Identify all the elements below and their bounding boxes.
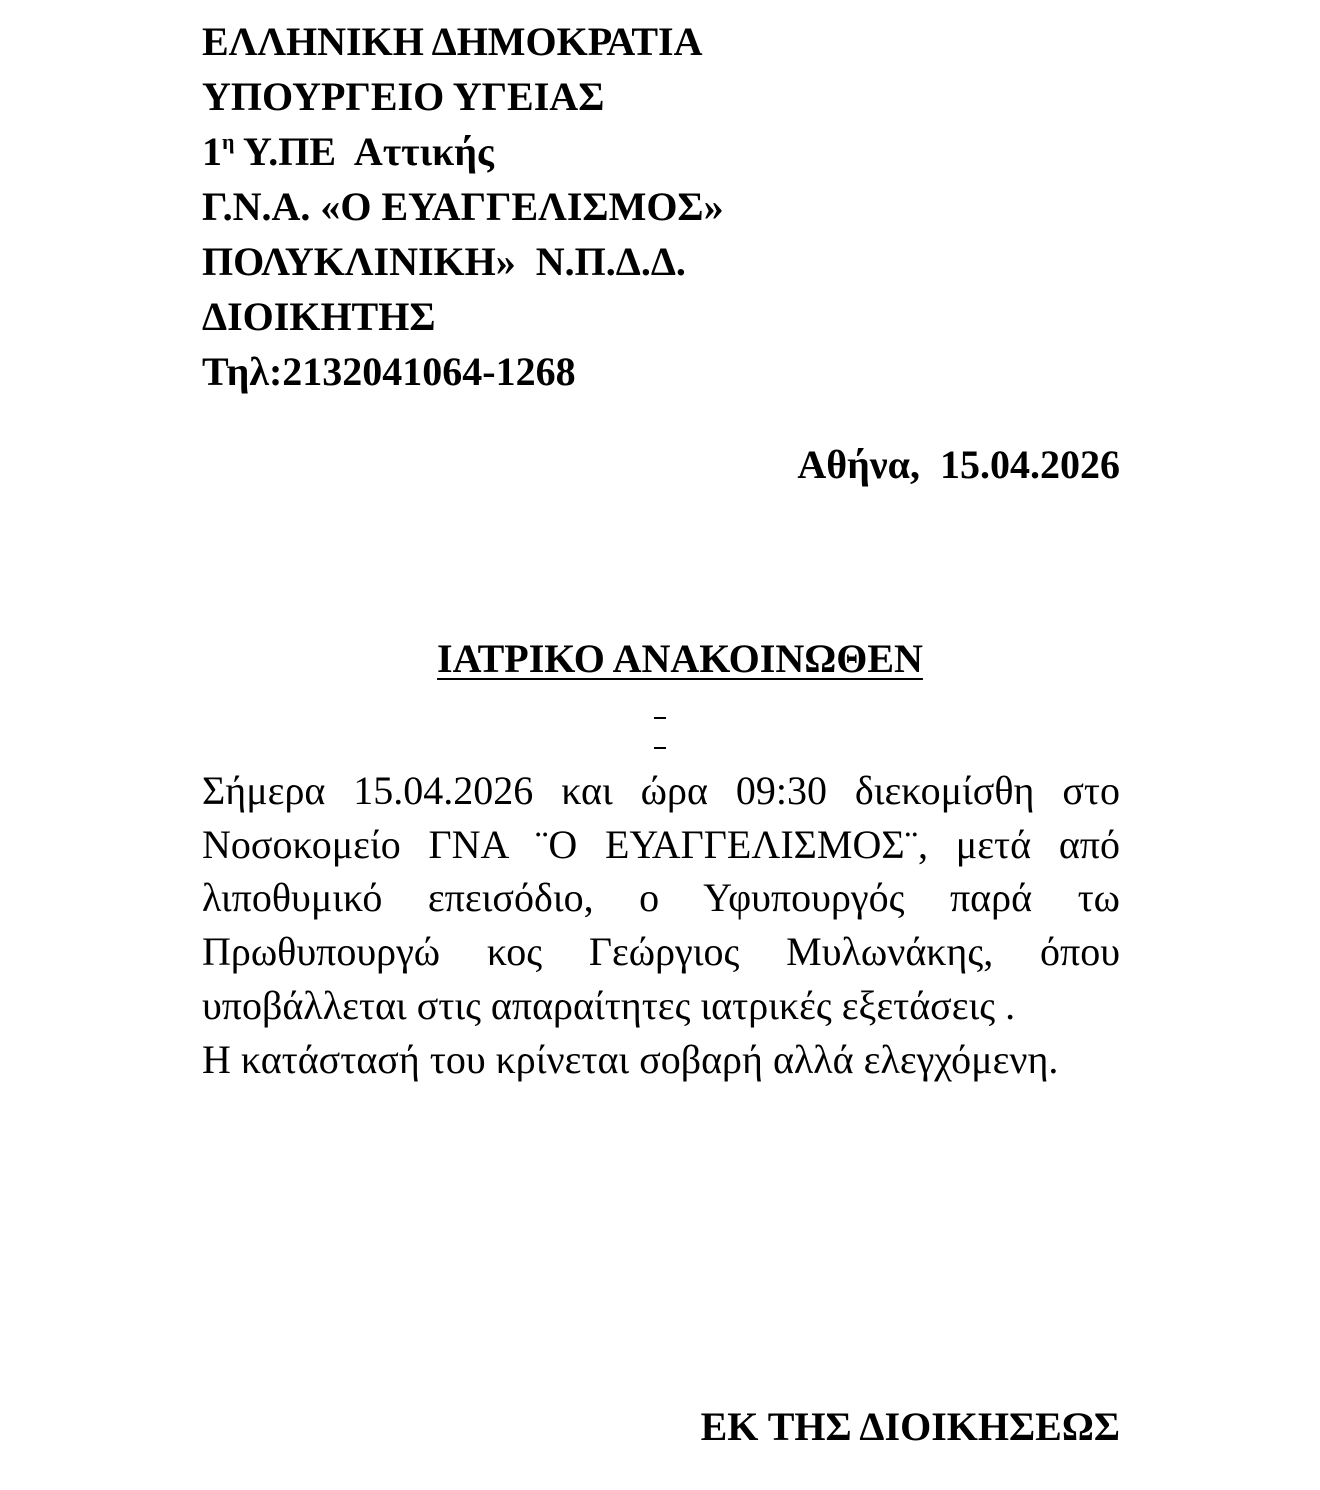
letterhead [202,14,724,399]
region-text: Υ.ΠΕ Αττικής [234,129,494,174]
document-title-text: ΙΑΤΡΙΚΟ ΑΝΑΚΟΙΝΩΘΕΝ [437,636,923,681]
letterhead-line-country: ΕΛΛΗΝΙΚΗ ΔΗΜΟΚΡΑΤΙΑ [202,19,703,64]
region-ordinal-superscript: η [222,129,235,154]
signature-line: ΕΚ ΤΗΣ ΔΙΟΙΚΗΣΕΩΣ [700,1404,1120,1449]
letterhead-line-polyclinic: ΠΟΛΥΚΛΙΝΙΚΗ» Ν.Π.Δ.Δ. [202,239,686,284]
letterhead-line-hospital: Γ.Ν.Α. «Ο ΕΥΑΓΓΕΛΙΣΜΟΣ» [202,184,724,229]
letterhead-line-ministry: ΥΠΟΥΡΓΕΙΟ ΥΓΕΙΑΣ [202,74,605,119]
date-line: Αθήνα, 15.04.2026 [797,442,1120,487]
announcement-paragraph-2: Η κατάστασή του κρίνεται σοβαρή αλλά ελεγχόμενη. [202,1036,1059,1082]
letterhead-line-director: ΔΙΟΙΚΗΤΗΣ [202,294,436,339]
dash-mark-1 [654,717,666,719]
document-title [0,634,1320,684]
dash-mark-2 [654,747,666,749]
announcement-paragraph-1: Σήμερα 15.04.2026 και ώρα 09:30 διεκομίσθη στο Νοσοκομείο ΓΝΑ ¨Ο ΕΥΑΓΓΕΛΙΣΜΟΣ¨, μετά από λιποθυμικό επεισόδιο, ο Υφυπουργός παρά τω Πρωθυπουργώ κος Γεώργιος Μυλωνάκης, όπου υποβάλλεται στις απαραίτητες ιατρικές εξετάσεις . [202,768,1120,1028]
region-number: 1 [202,129,222,174]
announcement-body [202,764,1120,1086]
letterhead-line-phone: Τηλ:2132041064-1268 [202,349,576,394]
letterhead-line-region [202,124,724,179]
